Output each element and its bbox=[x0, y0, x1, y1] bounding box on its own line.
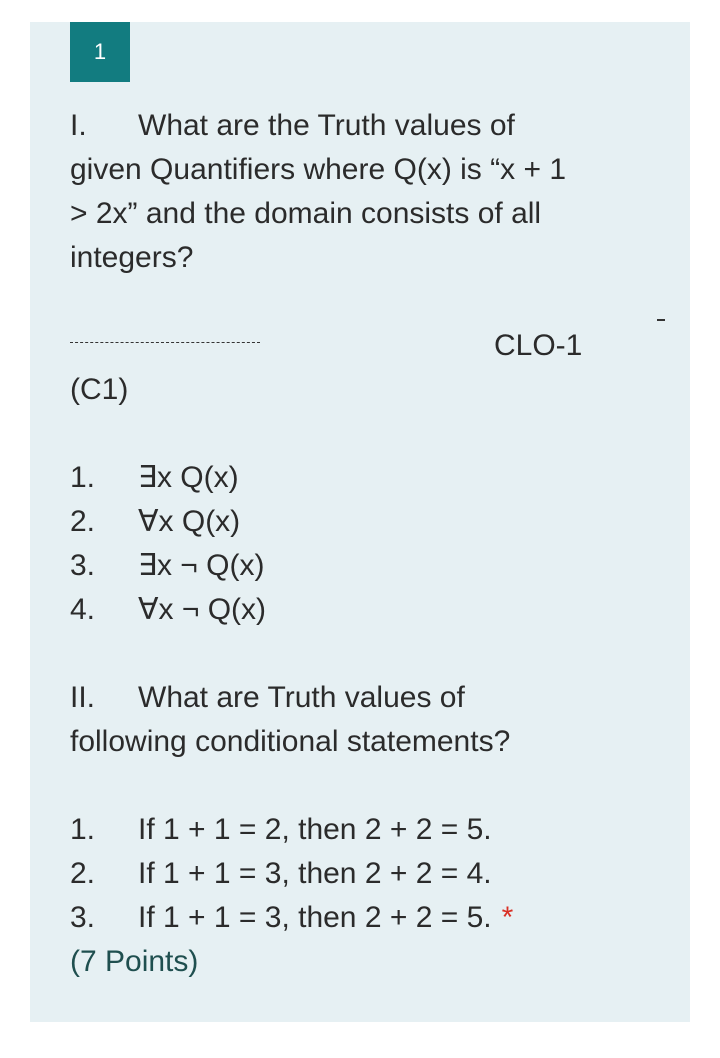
clo-label: CLO-1 bbox=[494, 329, 583, 362]
required-asterisk: * bbox=[501, 901, 514, 934]
part1-roman: I. bbox=[70, 109, 87, 142]
part1-heading bbox=[70, 104, 515, 148]
question-card bbox=[30, 22, 690, 1022]
part1-line4: integers? bbox=[70, 241, 194, 274]
part1-line3: > 2x” and the domain consists of all bbox=[70, 197, 542, 230]
part2-roman: II. bbox=[70, 681, 96, 714]
part2-heading bbox=[70, 676, 465, 720]
part2-line2: following conditional statements? bbox=[70, 725, 511, 758]
level-label: (C1) bbox=[70, 373, 129, 406]
quantifier-item: 2. ∀x Q(x) bbox=[70, 505, 241, 538]
quantifier-item: 1. ∃x Q(x) bbox=[70, 461, 239, 494]
conditional-item: 2. If 1 + 1 = 3, then 2 + 2 = 4. bbox=[70, 857, 492, 890]
quantifier-item: 3. ∃x ¬ Q(x) bbox=[70, 549, 265, 582]
points-label: (7 Points) bbox=[70, 945, 199, 978]
part1-line2: given Quantifiers where Q(x) is “x + 1 bbox=[70, 153, 567, 186]
conditional-item: 1. If 1 + 1 = 2, then 2 + 2 = 5. bbox=[70, 813, 492, 846]
side-mark bbox=[657, 319, 665, 321]
part2-line1: What are Truth values of bbox=[138, 681, 465, 714]
dashed-divider bbox=[70, 342, 260, 343]
part1-line1: What are the Truth values of bbox=[138, 109, 515, 142]
question-number-badge: 1 bbox=[70, 22, 130, 82]
conditional-item: 3. If 1 + 1 = 3, then 2 + 2 = 5. * bbox=[70, 901, 514, 934]
quantifier-item: 4. ∀x ¬ Q(x) bbox=[70, 593, 267, 626]
